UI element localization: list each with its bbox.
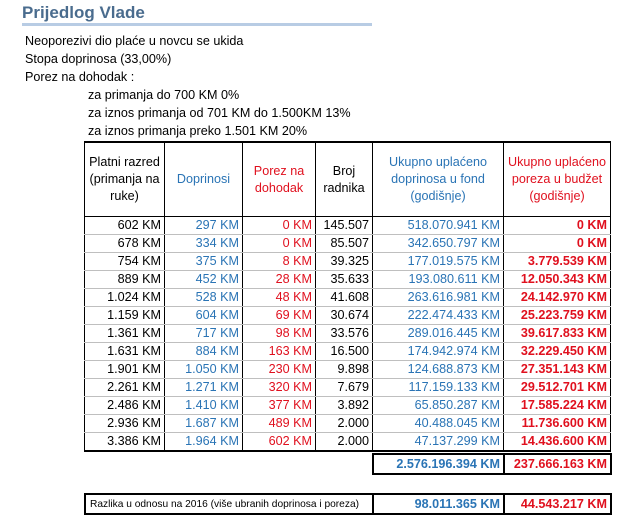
cell-salary: 889 KM bbox=[85, 271, 165, 289]
intro-line-1: Neoporezivi dio plaće u novcu se ukida bbox=[25, 34, 244, 48]
cell-fund-total: 65.850.287 KM bbox=[373, 397, 504, 415]
intro-line-3: Porez na dohodak : bbox=[25, 70, 135, 84]
tax-rule-2: za iznos primanja od 701 KM do 1.500KM 13% bbox=[88, 106, 351, 120]
cell-salary: 1.901 KM bbox=[85, 361, 165, 379]
cell-workers: 35.633 bbox=[316, 271, 373, 289]
cell-budget-total: 25.223.759 KM bbox=[504, 307, 611, 325]
table-row bbox=[85, 253, 611, 271]
cell-budget-total: 32.229.450 KM bbox=[504, 343, 611, 361]
cell-fund-total: 222.474.433 KM bbox=[373, 307, 504, 325]
cell-budget-total: 17.585.224 KM bbox=[504, 397, 611, 415]
cell-fund-total: 193.080.611 KM bbox=[373, 271, 504, 289]
intro-line-2: Stopa doprinosa (33,00%) bbox=[25, 52, 172, 66]
cell-contributions: 1.964 KM bbox=[165, 433, 243, 452]
cell-workers: 39.325 bbox=[316, 253, 373, 271]
cell-budget-total: 3.779.539 KM bbox=[504, 253, 611, 271]
cell-tax: 28 KM bbox=[243, 271, 316, 289]
cell-salary: 1.361 KM bbox=[85, 325, 165, 343]
cell-tax: 8 KM bbox=[243, 253, 316, 271]
difference-row bbox=[85, 494, 611, 514]
cell-workers: 7.679 bbox=[316, 379, 373, 397]
cell-tax: 0 KM bbox=[243, 217, 316, 235]
cell-fund-total: 40.488.045 KM bbox=[373, 415, 504, 433]
cell-fund-total: 117.159.133 KM bbox=[373, 379, 504, 397]
cell-salary: 1.159 KM bbox=[85, 307, 165, 325]
cell-fund-total: 47.137.299 KM bbox=[373, 433, 504, 452]
totals-table bbox=[84, 453, 612, 515]
cell-workers: 145.507 bbox=[316, 217, 373, 235]
difference-budget: 44.543.217 KM bbox=[504, 494, 611, 514]
cell-contributions: 1.050 KM bbox=[165, 361, 243, 379]
cell-budget-total: 39.617.833 KM bbox=[504, 325, 611, 343]
table-header-row bbox=[85, 142, 611, 217]
cell-budget-total: 24.142.970 KM bbox=[504, 289, 611, 307]
header-salary: Platni razred (primanja na ruke) bbox=[85, 142, 165, 217]
cell-salary: 602 KM bbox=[85, 217, 165, 235]
table-row bbox=[85, 343, 611, 361]
cell-contributions: 604 KM bbox=[165, 307, 243, 325]
cell-salary: 1.024 KM bbox=[85, 289, 165, 307]
table-row bbox=[85, 271, 611, 289]
cell-fund-total: 177.019.575 KM bbox=[373, 253, 504, 271]
header-fund-total: Ukupno uplaćeno doprinosa u fond (godišnje) bbox=[373, 142, 504, 217]
cell-budget-total: 14.436.600 KM bbox=[504, 433, 611, 452]
cell-fund-total: 289.016.445 KM bbox=[373, 325, 504, 343]
table-row bbox=[85, 379, 611, 397]
cell-contributions: 884 KM bbox=[165, 343, 243, 361]
total-fund: 2.576.196.394 KM bbox=[373, 454, 504, 474]
header-contributions: Doprinosi bbox=[165, 142, 243, 217]
cell-salary: 1.631 KM bbox=[85, 343, 165, 361]
tax-rule-3: za iznos primanja preko 1.501 KM 20% bbox=[88, 124, 308, 138]
table-row bbox=[85, 217, 611, 235]
cell-budget-total: 27.351.143 KM bbox=[504, 361, 611, 379]
cell-tax: 230 KM bbox=[243, 361, 316, 379]
cell-tax: 163 KM bbox=[243, 343, 316, 361]
table-row bbox=[85, 307, 611, 325]
header-budget-total: Ukupno uplaćeno poreza u budžet (godišnje) bbox=[504, 142, 611, 217]
table-row bbox=[85, 235, 611, 253]
cell-contributions: 717 KM bbox=[165, 325, 243, 343]
table-row bbox=[85, 415, 611, 433]
cell-workers: 16.500 bbox=[316, 343, 373, 361]
cell-tax: 69 KM bbox=[243, 307, 316, 325]
cell-contributions: 1.410 KM bbox=[165, 397, 243, 415]
table-row bbox=[85, 433, 611, 452]
cell-budget-total: 29.512.701 KM bbox=[504, 379, 611, 397]
cell-tax: 602 KM bbox=[243, 433, 316, 452]
cell-salary: 754 KM bbox=[85, 253, 165, 271]
cell-workers: 41.608 bbox=[316, 289, 373, 307]
cell-contributions: 452 KM bbox=[165, 271, 243, 289]
table-row bbox=[85, 325, 611, 343]
cell-fund-total: 174.942.974 KM bbox=[373, 343, 504, 361]
cell-contributions: 1.687 KM bbox=[165, 415, 243, 433]
header-tax: Porez na dohodak bbox=[243, 142, 316, 217]
table-row bbox=[85, 397, 611, 415]
cell-salary: 678 KM bbox=[85, 235, 165, 253]
cell-workers: 9.898 bbox=[316, 361, 373, 379]
salary-table bbox=[84, 141, 611, 452]
cell-tax: 377 KM bbox=[243, 397, 316, 415]
cell-budget-total: 12.050.343 KM bbox=[504, 271, 611, 289]
cell-budget-total: 0 KM bbox=[504, 217, 611, 235]
difference-fund: 98.011.365 KM bbox=[373, 494, 504, 514]
tax-rule-1: za primanja do 700 KM 0% bbox=[88, 88, 240, 102]
cell-contributions: 297 KM bbox=[165, 217, 243, 235]
cell-tax: 98 KM bbox=[243, 325, 316, 343]
cell-fund-total: 263.616.981 KM bbox=[373, 289, 504, 307]
difference-label: Razlika u odnosu na 2016 (više ubranih doprinosa i poreza) bbox=[85, 494, 373, 514]
cell-workers: 3.892 bbox=[316, 397, 373, 415]
cell-tax: 489 KM bbox=[243, 415, 316, 433]
cell-tax: 0 KM bbox=[243, 235, 316, 253]
cell-workers: 85.507 bbox=[316, 235, 373, 253]
table-row bbox=[85, 361, 611, 379]
cell-salary: 3.386 KM bbox=[85, 433, 165, 452]
cell-workers: 2.000 bbox=[316, 415, 373, 433]
cell-contributions: 334 KM bbox=[165, 235, 243, 253]
cell-contributions: 1.271 KM bbox=[165, 379, 243, 397]
cell-salary: 2.261 KM bbox=[85, 379, 165, 397]
cell-salary: 2.486 KM bbox=[85, 397, 165, 415]
cell-workers: 2.000 bbox=[316, 433, 373, 452]
total-budget: 237.666.163 KM bbox=[504, 454, 611, 474]
header-workers: Broj radnika bbox=[316, 142, 373, 217]
cell-contributions: 528 KM bbox=[165, 289, 243, 307]
cell-workers: 30.674 bbox=[316, 307, 373, 325]
cell-fund-total: 124.688.873 KM bbox=[373, 361, 504, 379]
cell-tax: 320 KM bbox=[243, 379, 316, 397]
cell-workers: 33.576 bbox=[316, 325, 373, 343]
title-underline bbox=[22, 23, 372, 26]
cell-budget-total: 0 KM bbox=[504, 235, 611, 253]
cell-tax: 48 KM bbox=[243, 289, 316, 307]
table-row bbox=[85, 289, 611, 307]
totals-row bbox=[85, 454, 611, 474]
cell-budget-total: 11.736.600 KM bbox=[504, 415, 611, 433]
page-title: Prijedlog Vlade bbox=[22, 3, 145, 22]
cell-salary: 2.936 KM bbox=[85, 415, 165, 433]
cell-fund-total: 342.650.797 KM bbox=[373, 235, 504, 253]
cell-fund-total: 518.070.941 KM bbox=[373, 217, 504, 235]
cell-contributions: 375 KM bbox=[165, 253, 243, 271]
